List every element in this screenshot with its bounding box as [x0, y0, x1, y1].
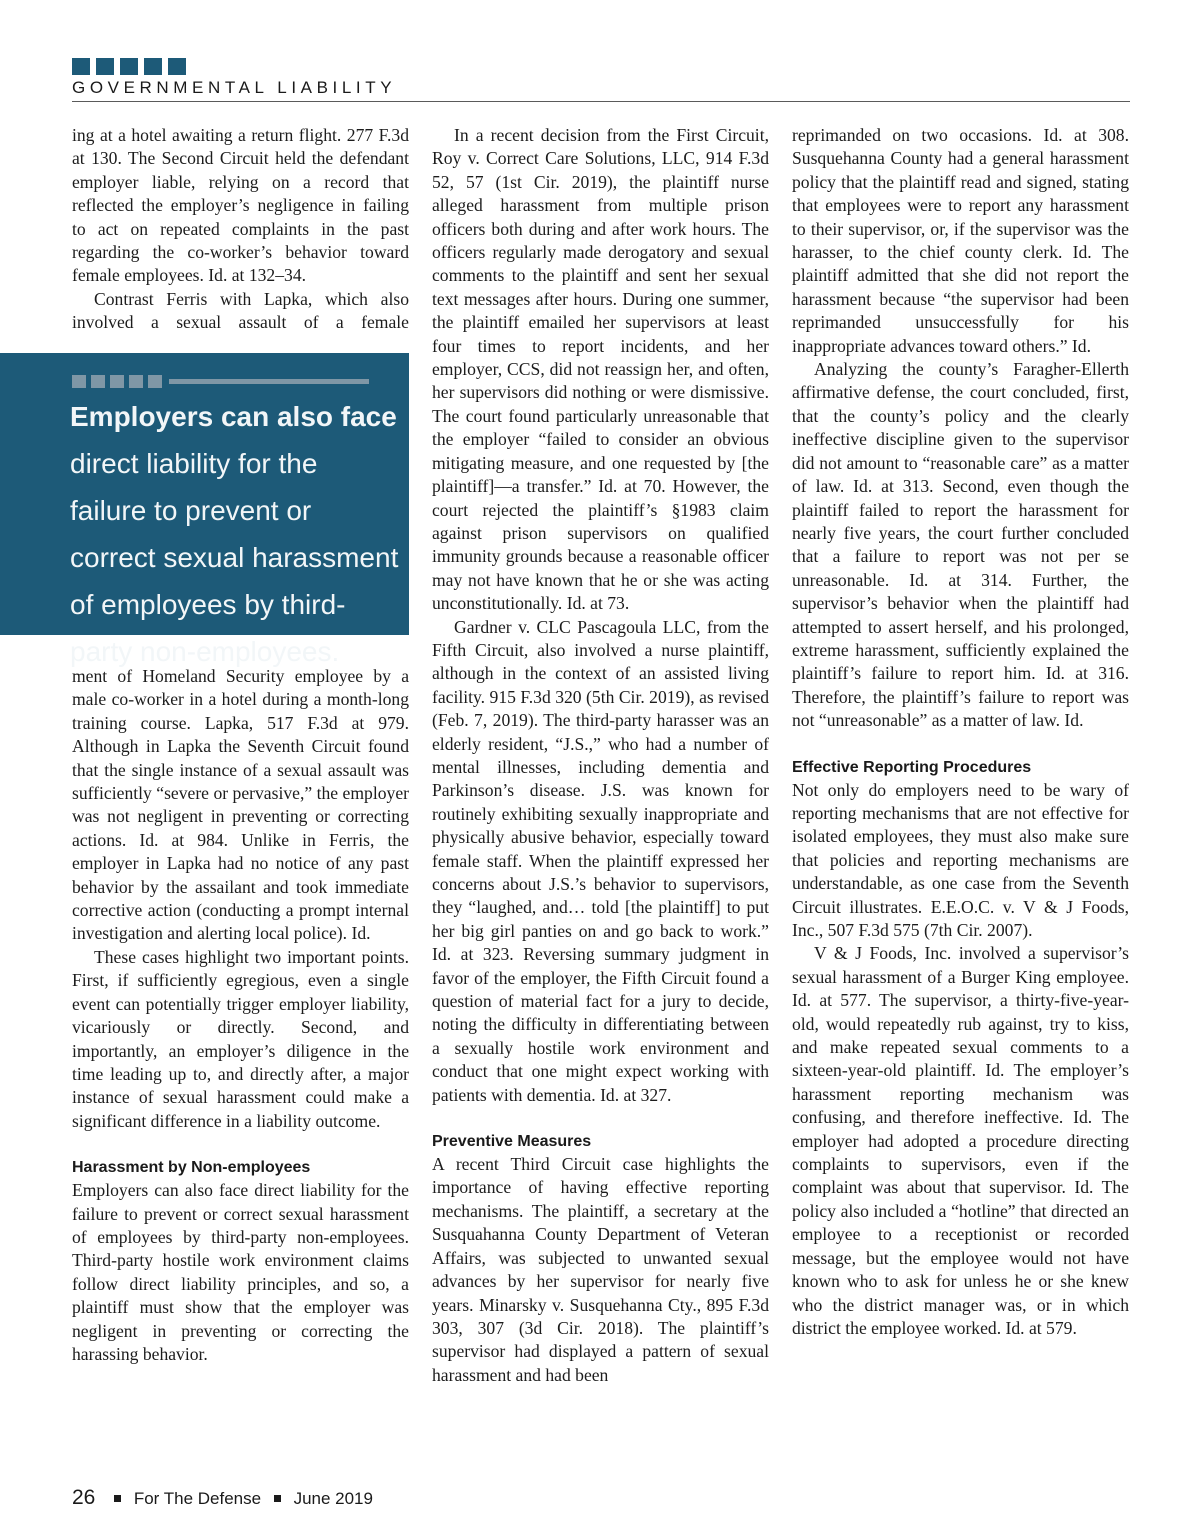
deco-bar: [169, 379, 369, 384]
pull-quote-lead: Employers can also face: [70, 401, 397, 432]
col2-paragraph-1: In a recent decision from the First Circuit, Roy v. Correct Care Solutions, LLC, 914 F.3d 52, 57 (1st Cir. 2019), the plaintiff nurse alleged harassment from multiple prison officers both during and after work hours. The officers regularly made derogatory and sexual comments to the plaintiff and sent her sexual text messages after hours. During one summer, the plaintiff emailed her supervisors at least four times to report incidents, and her employer, CCS, did not reassign her, and often, her supervisors did nothing or were dismissive. The court found particularly unreasonable that the employer “failed to consider an obvious mitigating measure, and one requested by [the plaintiff]—a transfer.” Id. at 70. However, the court rejected the plaintiff’s §1983 claim against prison supervisors on qualified immunity grounds because a reasonable officer may not have known that he or she was acting unconstitutionally. Id. at 73.: [432, 125, 769, 614]
deco-square: [148, 375, 162, 388]
bullet-separator: [274, 1495, 281, 1502]
header-square: [96, 58, 114, 75]
publication-name: For The Defense: [133, 1489, 262, 1508]
pull-quote-decoration: [72, 375, 369, 388]
header-square: [168, 58, 186, 75]
col3-paragraph-4: V & J Foods, Inc. involved a supervisor’s sexual harassment of a Burger King employee. Id. at 577. The supervisor, a thirty-five-year-old, would repeatedly rub against, try to kiss, and make repeated sexual comments to a sixteen-year-old plaintiff. Id. The employer’s harassment reporting mechanism was confusing, and therefore ineffective. Id. The employer had adopted a procedure directing complaints to supervisors, even if the complaint was about that supervisor. Id. The policy also included a “hotline” that directed an employee to a receptionist or recorded message, but the employee would not have known who to ask for unless he or she knew who the district manager was, or in which district the employee worked. Id. at 579.: [792, 943, 1129, 1338]
header-rule: [72, 101, 1130, 102]
deco-square: [72, 375, 86, 388]
header-square: [144, 58, 162, 75]
col1-paragraph-3: These cases highlight two important points. First, if sufficiently egregious, even a single event can potentially trigger employer liability, vicariously or directly. Second, and importantly, an employer’s diligence in the time leading up to, and directly after, a major instance of sexual harassment could make a significant difference in a liability outcome.: [72, 946, 409, 1131]
column-1-top: [72, 124, 409, 335]
col1-paragraph-2: Contrast Ferris with Lapka, which also involved a sexual assault of a female: [72, 288, 409, 333]
pull-quote-text: [70, 393, 400, 675]
column-3: [792, 124, 1129, 1340]
section-label: GOVERNMENTAL LIABILITY: [72, 78, 397, 97]
column-2: [432, 124, 769, 1387]
header-squares: [72, 58, 186, 75]
page-footer: [72, 1486, 373, 1510]
col3-paragraph-2: Analyzing the county’s Faragher-Ellerth affirmative defense, the court concluded, first, that the county’s policy and the clearly ineffective discipline given to the supervisor did not amount to “reasonable care” as a matter of law. Id. at 313. Second, even though the plaintiff failed to report the harassment for nearly five years, the court further concluded that a failure to report was not per se unreasonable. Id. at 314. Further, the supervisor’s behavior when the plaintiff had attempted to assert herself, and his prolonged, extreme harassment, sufficiently explained the plaintiff’s failure to report him. Id. at 316. Therefore, the plaintiff’s failure to report was not “unreasonable” as a matter of law. Id.: [792, 359, 1129, 731]
column-1-bottom: [72, 665, 409, 1366]
page-number: 26: [72, 1486, 96, 1509]
heading-preventive-measures: Preventive Measures: [432, 1133, 592, 1151]
heading-effective-reporting-procedures: Effective Reporting Procedures: [792, 758, 1032, 776]
bullet-separator: [114, 1495, 121, 1502]
heading-harassment-by-non-employees: Harassment by Non-employees: [72, 1159, 311, 1177]
deco-square: [110, 375, 124, 388]
header-square: [120, 58, 138, 75]
deco-square: [129, 375, 143, 388]
issue-date: June 2019: [293, 1489, 373, 1508]
col1-paragraph-1: ing at a hotel awaiting a return flight. 277 F.3d at 130. The Second Circuit held the defendant employer liable, relying on a record that reflected the employer’s negligence in failing to act on repeated complaints in the past regarding the co-worker’s behavior toward female employees. Id. at 132–34.: [72, 125, 409, 286]
col1-paragraph-2-continued: ment of Homeland Security employee by a male co-worker in a hotel during a month-long training course. Lapka, 517 F.3d at 979. Although in Lapka the Seventh Circuit found that the single instance of a sexual assault was sufficiently “severe or pervasive,” the employer was not negligent in preventing or correcting actions. Id. at 984. Unlike in Ferris, the employer in Lapka had no notice of any past behavior by the assailant and took immediate corrective action (conducting a prompt internal investigation and alerting local police). Id.: [72, 666, 409, 944]
deco-square: [91, 375, 105, 388]
pull-quote: [0, 353, 409, 667]
pull-quote-rest: direct liability for the failure to prevent or correct sexual harassment of employees by third-party non-employees.: [70, 448, 399, 667]
col3-paragraph-1: reprimanded on two occasions. Id. at 308. Susquehanna County had a general harassment policy that the plaintiff read and signed, stating that employees were to report any harassment to their supervisor, or, if the supervisor was the harasser, to the chief county clerk. Id. The plaintiff admitted that she did not report the harassment because “the supervisor had been reprimanded unsuccessfully for his inappropriate advances toward others.” Id.: [792, 125, 1129, 356]
col3-paragraph-3: Not only do employers need to be wary of reporting mechanisms that are not effective for isolated employees, they must also make sure that policies and reporting mechanisms are understandable, as one case from the Seventh Circuit illustrates. E.E.O.C. v. V & J Foods, Inc., 507 F.3d 575 (7th Cir. 2007).: [792, 779, 1129, 940]
col2-paragraph-3: A recent Third Circuit case highlights the importance of having effective reporting mechanisms. The plaintiff, a secretary at the Susquahanna County Department of Veteran Affairs, was subjected to unwanted sexual advances by her supervisor for nearly five years. Minarsky v. Susquehanna Cty., 895 F.3d 303, 307 (3d Cir. 2018). The plaintiff’s supervisor had displayed a pattern of sexual harassment and had been: [432, 1154, 769, 1385]
col1-paragraph-4: Employers can also face direct liability for the failure to prevent or correct sexual harassment of employees by third-party non-employees. Third-party hostile work environment claims follow direct liability principles, and so, a plaintiff must show that the employer was negligent in preventing or correcting the harassing behavior.: [72, 1180, 409, 1364]
col2-paragraph-2: Gardner v. CLC Pascagoula LLC, from the Fifth Circuit, also involved a nurse plaintiff, although in the context of an assisted living facility. 915 F.3d 320 (5th Cir. 2019), as revised (Feb. 7, 2019). The third-party harasser was an elderly resident, “J.S.,” who had a number of mental illnesses, including dementia and Parkinson’s disease. J.S. was known for routinely exhibiting sexually inappropriate and physically abusive behavior, especially toward female staff. When the plaintiff expressed her concerns about J.S.’s behavior to supervisors, they “laughed, and… told [the plaintiff] to put her big girl panties on and go back to work.” Id. at 323. Reversing summary judgment in favor of the employer, the Fifth Circuit found a question of material fact for a jury to decide, noting the difficulty in differentiating between a sexually hostile work environment and conduct that one might expect working with patients with dementia. Id. at 327.: [432, 616, 769, 1105]
header-square: [72, 58, 90, 75]
